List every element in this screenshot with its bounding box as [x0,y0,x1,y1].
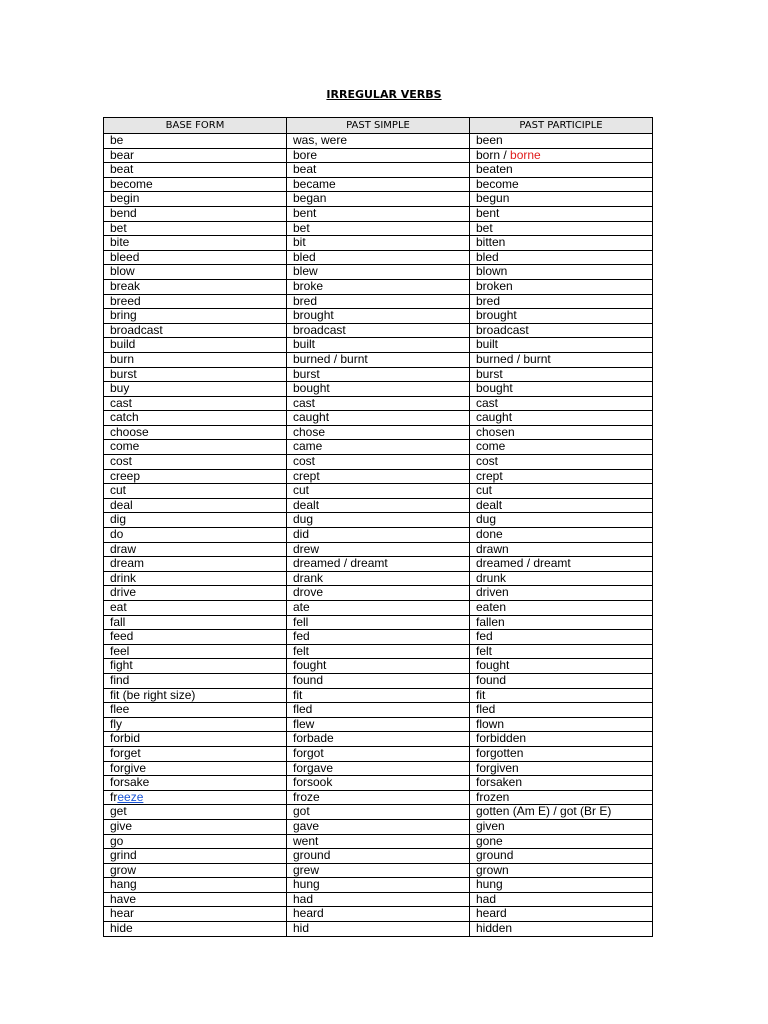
past-simple-cell: dealt [287,498,470,513]
base-form-cell: breed [104,294,287,309]
table-row [104,659,653,674]
past-participle-cell: burst [470,367,653,382]
table-row [104,892,653,907]
past-simple-cell: flew [287,717,470,732]
table-row [104,644,653,659]
past-participle-cell: frozen [470,790,653,805]
base-form-cell: eat [104,601,287,616]
past-simple-cell: forbade [287,732,470,747]
table-row [104,601,653,616]
table-header-row [104,118,653,134]
base-form-cell: bear [104,148,287,163]
past-simple-cell: cut [287,484,470,499]
base-form-cell: forget [104,746,287,761]
table-row [104,703,653,718]
table-row [104,192,653,207]
past-simple-cell: felt [287,644,470,659]
past-simple-cell: was, were [287,134,470,149]
table-row [104,338,653,353]
table-row [104,148,653,163]
base-form-cell: bleed [104,250,287,265]
past-simple-cell: crept [287,469,470,484]
base-form-cell: creep [104,469,287,484]
past-participle-cell: come [470,440,653,455]
base-form-cell: begin [104,192,287,207]
base-form-cell: give [104,819,287,834]
base-form-cell: build [104,338,287,353]
table-row [104,309,653,324]
base-form-cell: fly [104,717,287,732]
base-form-cell: choose [104,425,287,440]
table-row [104,673,653,688]
past-participle-cell: become [470,177,653,192]
past-participle-cell: forsaken [470,776,653,791]
base-form-cell: broadcast [104,323,287,338]
past-participle-cell: driven [470,586,653,601]
past-simple-cell: bled [287,250,470,265]
table-row [104,630,653,645]
past-participle-cell: broadcast [470,323,653,338]
table-row [104,396,653,411]
base-form-cell: hide [104,922,287,937]
table-row [104,484,653,499]
table-row [104,819,653,834]
past-simple-cell: bore [287,148,470,163]
table-row [104,834,653,849]
past-participle-cell: dealt [470,498,653,513]
past-simple-cell: came [287,440,470,455]
base-form-cell: buy [104,382,287,397]
past-participle-cell: hidden [470,922,653,937]
past-participle-cell: begun [470,192,653,207]
base-form-cell: bend [104,206,287,221]
base-form-cell: be [104,134,287,149]
table-row [104,761,653,776]
base-form-cell: fit (be right size) [104,688,287,703]
base-form-cell: grind [104,849,287,864]
past-participle-cell: drunk [470,571,653,586]
past-simple-cell: heard [287,907,470,922]
past-simple-cell: burst [287,367,470,382]
base-form-cell: flee [104,703,287,718]
past-participle-cell: chosen [470,425,653,440]
base-form-cell: find [104,673,287,688]
past-simple-cell: got [287,805,470,820]
table-row [104,557,653,572]
past-participle-cell: burned / burnt [470,352,653,367]
past-participle-cell: fed [470,630,653,645]
base-form-cell: dream [104,557,287,572]
table-row [104,206,653,221]
past-simple-cell: blew [287,265,470,280]
past-participle-cell: gotten (Am E) / got (Br E) [470,805,653,820]
table-row [104,425,653,440]
base-form-cell: hang [104,878,287,893]
past-participle-cell: brought [470,309,653,324]
past-participle-cell: drawn [470,542,653,557]
base-form-cell: bet [104,221,287,236]
past-participle-cell: found [470,673,653,688]
base-form-cell: burn [104,352,287,367]
past-participle-cell: hung [470,878,653,893]
table-row [104,279,653,294]
past-simple-cell: forsook [287,776,470,791]
past-participle-cell: bet [470,221,653,236]
past-simple-cell: bent [287,206,470,221]
past-simple-cell: fed [287,630,470,645]
past-simple-cell: hid [287,922,470,937]
past-simple-cell: bought [287,382,470,397]
base-form-cell [104,790,287,805]
past-simple-cell: burned / burnt [287,352,470,367]
past-simple-cell: had [287,892,470,907]
past-participle-cell: had [470,892,653,907]
past-participle-cell: been [470,134,653,149]
past-participle-cell: heard [470,907,653,922]
past-simple-cell: drew [287,542,470,557]
base-form-cell: come [104,440,287,455]
table-row [104,134,653,149]
past-participle-cell: felt [470,644,653,659]
base-form-cell: have [104,892,287,907]
table-row [104,688,653,703]
table-row [104,411,653,426]
base-form-cell: forbid [104,732,287,747]
base-form-cell: break [104,279,287,294]
base-form-cell: dig [104,513,287,528]
past-simple-cell: cast [287,396,470,411]
table-row [104,863,653,878]
base-form-cell: bring [104,309,287,324]
past-participle-cell: bought [470,382,653,397]
past-simple-cell: bet [287,221,470,236]
base-form-cell: forsake [104,776,287,791]
table-row [104,790,653,805]
past-simple-cell: found [287,673,470,688]
past-participle-cell: forgiven [470,761,653,776]
base-form-cell: burst [104,367,287,382]
base-form-cell: cut [104,484,287,499]
table-row [104,586,653,601]
table-row [104,922,653,937]
table-row [104,177,653,192]
past-participle-cell: grown [470,863,653,878]
table-row [104,542,653,557]
base-form-text: fr [110,790,118,804]
highlighted-variant: borne [510,148,541,162]
base-form-cell: drive [104,586,287,601]
table-row [104,513,653,528]
table-row [104,717,653,732]
base-form-cell: feel [104,644,287,659]
irregular-verbs-table [103,117,653,937]
base-form-cell: forgive [104,761,287,776]
past-participle-cell: fled [470,703,653,718]
past-participle-cell: caught [470,411,653,426]
past-simple-cell: drank [287,571,470,586]
past-participle-cell: fallen [470,615,653,630]
base-form-cell: blow [104,265,287,280]
past-participle-cell: cut [470,484,653,499]
past-simple-cell: ground [287,849,470,864]
past-participle-cell: cast [470,396,653,411]
participle-text: born / [476,148,511,162]
past-simple-cell: forgot [287,746,470,761]
past-simple-cell: fought [287,659,470,674]
past-simple-cell: froze [287,790,470,805]
past-participle-cell: forbidden [470,732,653,747]
table-row [104,294,653,309]
base-form-cell: go [104,834,287,849]
past-participle-cell: fought [470,659,653,674]
past-simple-cell: built [287,338,470,353]
table-row [104,469,653,484]
base-form-cell: catch [104,411,287,426]
past-simple-cell: drove [287,586,470,601]
table-row [104,907,653,922]
past-simple-cell: fled [287,703,470,718]
base-form-cell: feed [104,630,287,645]
past-simple-cell: dreamed / dreamt [287,557,470,572]
past-simple-cell: broke [287,279,470,294]
table-row [104,732,653,747]
past-participle-cell: bred [470,294,653,309]
table-row [104,455,653,470]
past-participle-cell: given [470,819,653,834]
past-simple-cell: beat [287,163,470,178]
past-participle-cell: blown [470,265,653,280]
base-form-cell: hear [104,907,287,922]
past-simple-cell: went [287,834,470,849]
table-row [104,805,653,820]
past-participle-cell: cost [470,455,653,470]
past-participle-cell: fit [470,688,653,703]
past-participle-cell: eaten [470,601,653,616]
table-row [104,382,653,397]
past-participle-cell: dug [470,513,653,528]
table-row [104,776,653,791]
table-row [104,367,653,382]
past-simple-cell: forgave [287,761,470,776]
header-base-form: BASE FORM [104,118,287,134]
past-simple-cell: broadcast [287,323,470,338]
header-past-simple: PAST SIMPLE [287,118,470,134]
past-participle-cell: bled [470,250,653,265]
base-form-cell: drink [104,571,287,586]
table-row [104,440,653,455]
table-row [104,323,653,338]
past-simple-cell: fell [287,615,470,630]
past-participle-cell: beaten [470,163,653,178]
past-simple-cell: did [287,528,470,543]
table-row [104,615,653,630]
past-simple-cell: became [287,177,470,192]
past-simple-cell: grew [287,863,470,878]
past-participle-cell: bent [470,206,653,221]
table-row [104,236,653,251]
past-participle-cell: bitten [470,236,653,251]
base-form-cell: draw [104,542,287,557]
past-participle-cell: crept [470,469,653,484]
past-simple-cell: ate [287,601,470,616]
past-participle-cell: forgotten [470,746,653,761]
past-simple-cell: began [287,192,470,207]
past-participle-cell: flown [470,717,653,732]
past-participle-cell: broken [470,279,653,294]
base-form-cell: become [104,177,287,192]
past-participle-cell: built [470,338,653,353]
table-row [104,849,653,864]
table-row [104,163,653,178]
freeze-link[interactable]: eeze [117,790,144,804]
past-participle-cell: done [470,528,653,543]
past-participle-cell: ground [470,849,653,864]
table-row [104,571,653,586]
base-form-cell: fall [104,615,287,630]
table-row [104,746,653,761]
table-row [104,528,653,543]
past-participle-cell [470,148,653,163]
past-simple-cell: bred [287,294,470,309]
base-form-cell: deal [104,498,287,513]
past-participle-cell: dreamed / dreamt [470,557,653,572]
past-simple-cell: hung [287,878,470,893]
base-form-cell: cast [104,396,287,411]
header-past-participle: PAST PARTICIPLE [470,118,653,134]
base-form-cell: bite [104,236,287,251]
table-row [104,265,653,280]
past-simple-cell: brought [287,309,470,324]
base-form-cell: grow [104,863,287,878]
past-simple-cell: gave [287,819,470,834]
table-row [104,221,653,236]
table-row [104,878,653,893]
base-form-cell: beat [104,163,287,178]
past-simple-cell: fit [287,688,470,703]
table-row [104,250,653,265]
past-simple-cell: chose [287,425,470,440]
base-form-cell: do [104,528,287,543]
past-simple-cell: bit [287,236,470,251]
past-simple-cell: cost [287,455,470,470]
past-simple-cell: dug [287,513,470,528]
past-simple-cell: caught [287,411,470,426]
base-form-cell: get [104,805,287,820]
past-participle-cell: gone [470,834,653,849]
base-form-cell: cost [104,455,287,470]
table-row [104,498,653,513]
base-form-cell: fight [104,659,287,674]
document-title: IRREGULAR VERBS [326,88,442,101]
table-row [104,352,653,367]
